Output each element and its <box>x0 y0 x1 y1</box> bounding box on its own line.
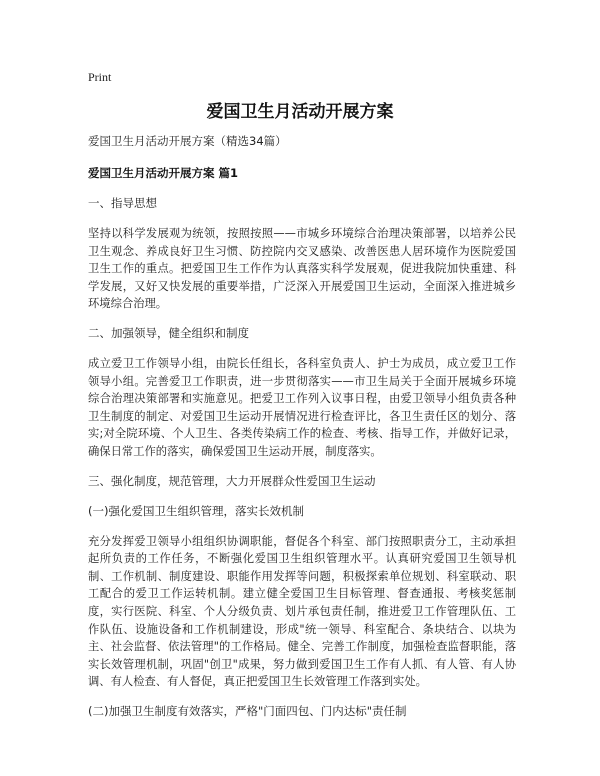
paragraph: 充分发挥爱卫领导小组组织协调职能，督促各个科室、部门按照职责分工，主动承担起所负责的工作任务，不断强化爱国卫生组织管理水平。认真研究爱国卫生领导机制、工作机制、制度建设、职能作用发挥等问题，积极探索单位规划、科室联动、职工配合的爱卫工作运转机制。建立健全爱国卫生目标管理、督查通报、考核奖惩制度，实行医院、科室、个人分级负责、划片承包责任制，推进爱卫工作管理队伍、工作队伍、设施设备和工作机制建设，形成"统一领导、科室配合、条块结合、以块为主、社会监督、依法管理"的工作格局。健全、完善工作制度，加强检查监督职能，落实长效管理机制，巩固"创卫"成果，努力做到爱国卫生工作有人抓、有人管、有人协调、有人检查、有人督促，真正把爱国卫生长效管理工作落到实处。 <box>88 534 516 689</box>
document-subtitle: 爱国卫生月活动开展方案（精选34篇） <box>88 134 287 148</box>
paragraph: 成立爱卫工作领导小组，由院长任组长，各科室负责人、护士为成员，成立爱卫工作领导小组。完善爱卫工作职责，进一步贯彻落实——市卫生局关于全面开展城乡环境综合治理决策部署和实施意见。把爱卫工作列入议事日程，由爱卫领导小组负责各种卫生制度的制定、对爱国卫生运动开展情况进行检查评比，各卫生责任区的划分、落实;对全院环境、个人卫生、各类传染病工作的检查、考核、指导工作，并做好记录，确保日常工作的落实，确保爱国卫生运动开展，制度落实。 <box>88 356 516 458</box>
section-title: 爱国卫生月活动开展方案 篇1 <box>88 166 239 180</box>
subheading-organization: (一)强化爱国卫生组织管理，落实长效机制 <box>88 503 304 518</box>
heading-leadership: 二、加强领导，健全组织和制度 <box>88 325 249 340</box>
paragraph: 坚持以科学发展观为统领，按照按照——市城乡环境综合治理决策部署，以培养公民卫生观念、养成良好卫生习惯、防控院内交叉感染、改善医患人居环境作为医院爱国卫生工作的重点。把爱国卫生工作作为认真落实科学发展观，促进我院加快重建、科学发展，又好又快发展的重要举措，广泛深入开展爱国卫生运动，全面深入推进城乡环境综合治理。 <box>88 227 516 311</box>
subheading-implementation: (二)加强卫生制度有效落实，严格"门面四包、门内达标"责任制 <box>88 703 407 718</box>
heading-guiding-ideology: 一、指导思想 <box>88 196 157 210</box>
document-title: 爱国卫生月活动开展方案 <box>206 102 394 122</box>
heading-strengthen-system: 三、强化制度，规范管理，大力开展群众性爱国卫生运动 <box>88 473 376 488</box>
document-body <box>88 133 516 733</box>
print-link[interactable]: Print <box>88 70 112 84</box>
